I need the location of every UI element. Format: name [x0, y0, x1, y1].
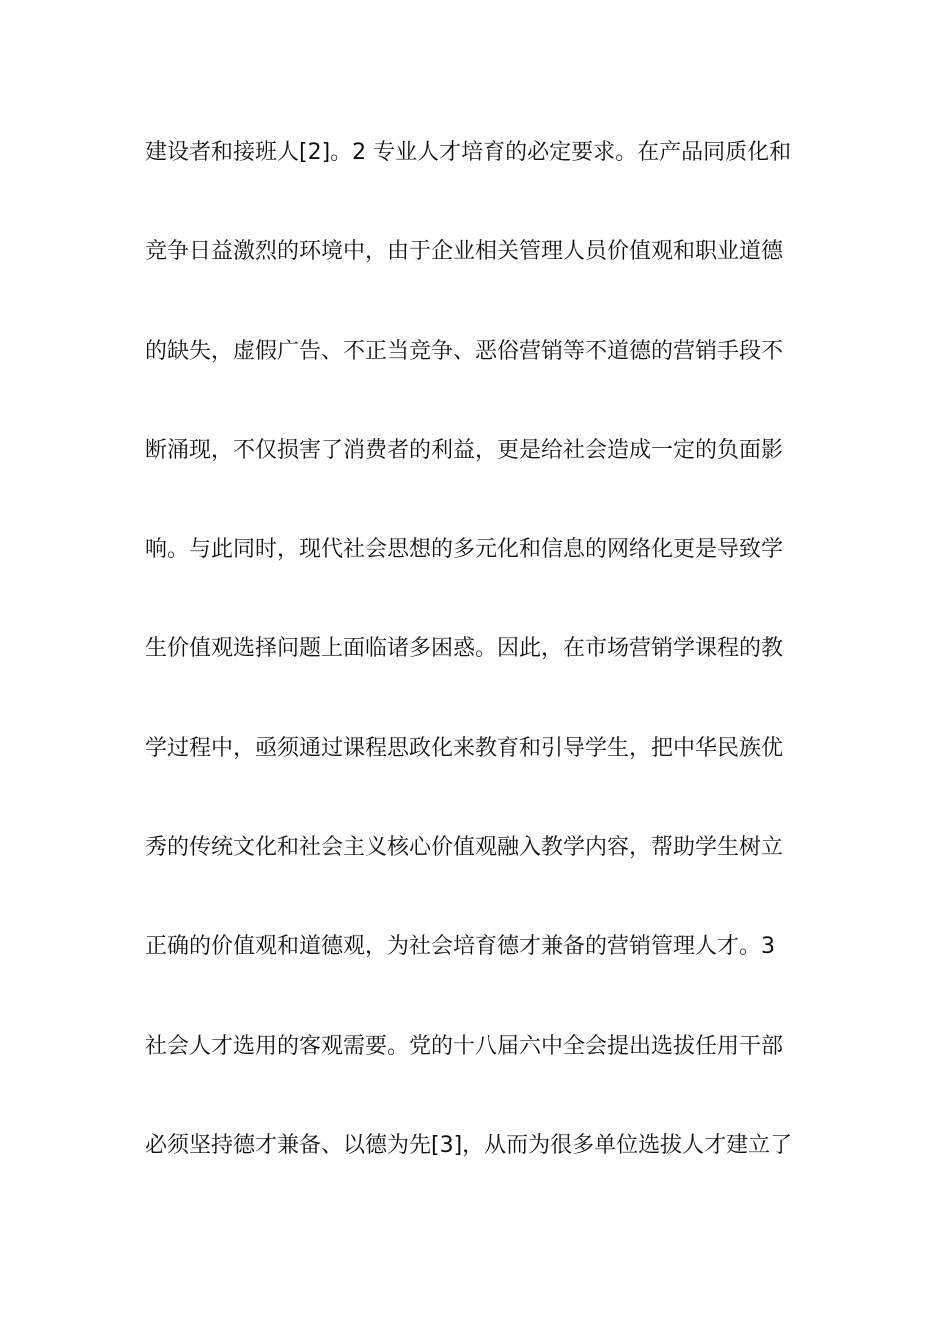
- text-line: 的缺失，虚假广告、不正当竞争、恶俗营销等不道德的营销手段不: [145, 338, 784, 364]
- text-line: 必须坚持德才兼备、以德为先[3]，从而为很多单位选拔人才建立了: [145, 1132, 793, 1158]
- text-line: 正确的价值观和道德观，为社会培育德才兼备的营销管理人才。3: [145, 934, 775, 960]
- text-line: 断涌现，不仅损害了消费者的利益，更是给社会造成一定的负面影: [145, 437, 784, 463]
- text-line: 竞争日益激烈的环境中，由于企业相关管理人员价值观和职业道德: [145, 239, 784, 265]
- text-line: 秀的传统文化和社会主义核心价值观融入教学内容，帮助学生树立: [145, 835, 784, 861]
- text-line: 生价值观选择问题上面临诸多困惑。因此，在市场营销学课程的教: [145, 636, 784, 662]
- text-line: 建设者和接班人[2]。2 专业人才培育的必定要求。在产品同质化和: [145, 140, 792, 165]
- text-line: 学过程中，亟须通过课程思政化来教育和引导学生，把中华民族优: [145, 735, 784, 761]
- body-text: [145, 133, 810, 1225]
- text-line: 社会人才选用的客观需要。党的十八届六中全会提出选拔任用干部: [145, 1033, 784, 1059]
- text-line: 响。与此同时，现代社会思想的多元化和信息的网络化更是导致学: [145, 537, 784, 563]
